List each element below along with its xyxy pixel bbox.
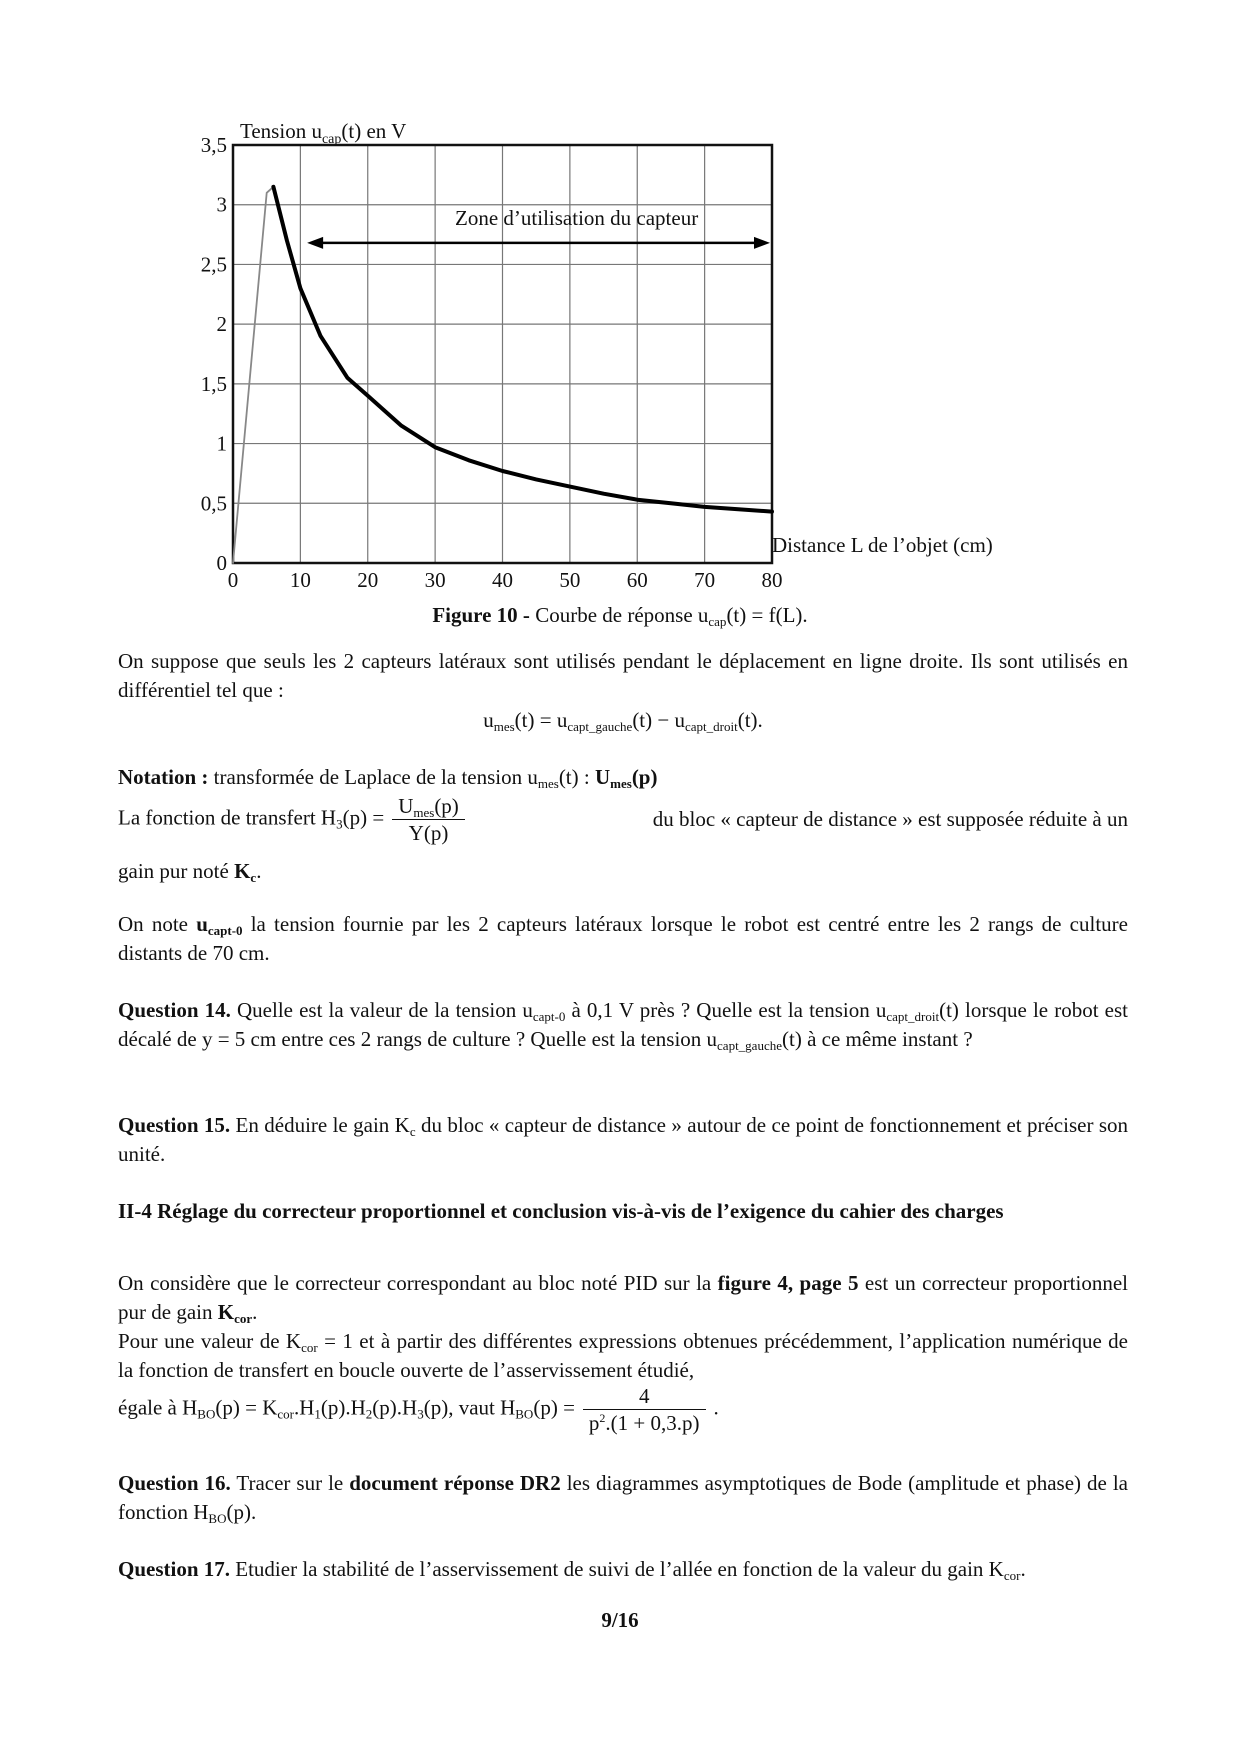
y-tick-label: 2,5 <box>200 252 227 277</box>
chart-annotation <box>307 206 770 249</box>
response-curve-chart <box>0 0 1240 620</box>
notation-line: Notation : transformée de Laplace de la tension $u_{mes}(t)$ : $U_{mes}(p)$ <box>118 765 658 791</box>
fraction-h3: $\frac{U_{mes}(p)}{Y(p)}$ <box>392 793 465 846</box>
x-tick-label: 30 <box>424 568 446 592</box>
paragraph-capteurs: On suppose que seuls les 2 capteurs latéraux sont utilisés pendant le déplacement en ligne droite. Ils sont utilisés en différentiel tel que : <box>118 649 1128 702</box>
question-15: Question 15. En déduire le gain $K_c$ du bloc « capteur de distance » autour de ce point de fonctionnement et préciser son unité. <box>118 1113 1128 1166</box>
question-17: Question 17. Etudier la stabilité de l’asservissement de suivi de l’allée en fonction de la valeur du gain $K_{cor}$. <box>118 1557 1026 1583</box>
x-tick-label: 80 <box>761 568 783 592</box>
figure-caption: Figure 10 - Courbe de réponse $u_{cap}(t) = f(L)$. <box>432 603 808 629</box>
x-tick-label: 50 <box>559 568 581 592</box>
annotation-text: Zone d’utilisation du capteur <box>455 206 699 231</box>
page-number: 9/16 <box>601 1608 639 1632</box>
annotation-arrow-head-left <box>307 237 323 249</box>
x-tick-label: 10 <box>289 568 311 592</box>
figure-label: Figure 10 - <box>432 603 530 627</box>
y-tick-labels <box>201 133 227 575</box>
x-axis-label: Distance L de l’objet (cm) <box>772 533 993 557</box>
y-axis-label: Tension $u_{cap}(t)$ en V <box>240 119 407 147</box>
annotation-arrow-head-right <box>754 237 770 249</box>
x-tick-label: 70 <box>694 568 716 592</box>
section-title: II-4 Réglage du correcteur proportionnel et conclusion vis-à-vis de l’exigence du cahier des charges <box>118 1199 1004 1223</box>
equation-hbo: égale à $H_{BO}(p) = K_{cor}.H_1(p).H_2(p).H_3(p)$, vaut $H_{BO}(p)$ = $\frac{4}{p^2.(1 + 0,3.p)}$ . <box>118 1384 719 1435</box>
y-tick-label: 1 <box>216 431 227 456</box>
x-tick-label: 40 <box>492 568 513 592</box>
paragraph-kcor: Pour une valeur de $K_{cor} = 1$ et à partir des différentes expressions obtenues précédemment, l’application numérique de la fonction de transfert en boucle ouverte de l’asservissement étudié, <box>118 1329 1129 1382</box>
equation-umes: $u_{mes}(t) = u_{capt\_gauche}(t) - u_{capt\_droit}(t)$. <box>483 708 763 734</box>
paragraph-ucapt0: On note $u_{capt-0}$ la tension fournie par les 2 capteurs latéraux lorsque le robot est centré entre les 2 rangs de culture distants de 70 cm. <box>118 912 1128 965</box>
x-tick-label: 20 <box>357 568 379 592</box>
y-tick-label: 3 <box>216 192 227 217</box>
x-tick-label: 0 <box>227 568 239 592</box>
y-tick-label: 2 <box>216 312 227 337</box>
y-tick-label: 1,5 <box>200 371 227 396</box>
question-14: Question 14. Quelle est la valeur de la tension $u_{capt-0}$ à 0,1 V près ? Quelle est la tension $u_{capt\_droit}(t)$ lorsque le robot est décalé de y = 5 cm entre ces 2 rangs de culture ? Quelle est la tension $u_{capt\_gauche}(t)$ à ce même instant ? <box>118 998 1129 1053</box>
x-tick-labels <box>228 568 783 592</box>
paragraph-correcteur: On considère que le correcteur correspondant au bloc noté PID sur la figure 4, page 5 est un correcteur proportionnel pur de gain $K_{cor}$. <box>118 1271 1128 1326</box>
y-tick-label: 0,5 <box>200 491 227 516</box>
gain-kc-line: gain pur noté $K_c$. <box>118 859 262 885</box>
series-curve <box>273 187 772 512</box>
y-tick-label: 0 <box>216 551 227 575</box>
transfer-function-h3: La fonction de transfert $H_3(p)$ = $\frac{U_{mes}(p)}{Y(p)}$ du bloc « capteur de distance » est supposée réduite à un <box>118 794 1128 845</box>
x-tick-label: 60 <box>626 568 648 592</box>
fraction-hbo: $\frac{4}{p^2.(1 + 0,3.p)}$ <box>583 1383 706 1436</box>
y-tick-label: 3,5 <box>200 133 227 157</box>
series-ramp <box>233 187 273 563</box>
question-16: Question 16. Tracer sur le document réponse DR2 les diagrammes asymptotiques de Bode (amplitude et phase) de la fonction $H_{BO}(p)$. <box>118 1471 1129 1526</box>
